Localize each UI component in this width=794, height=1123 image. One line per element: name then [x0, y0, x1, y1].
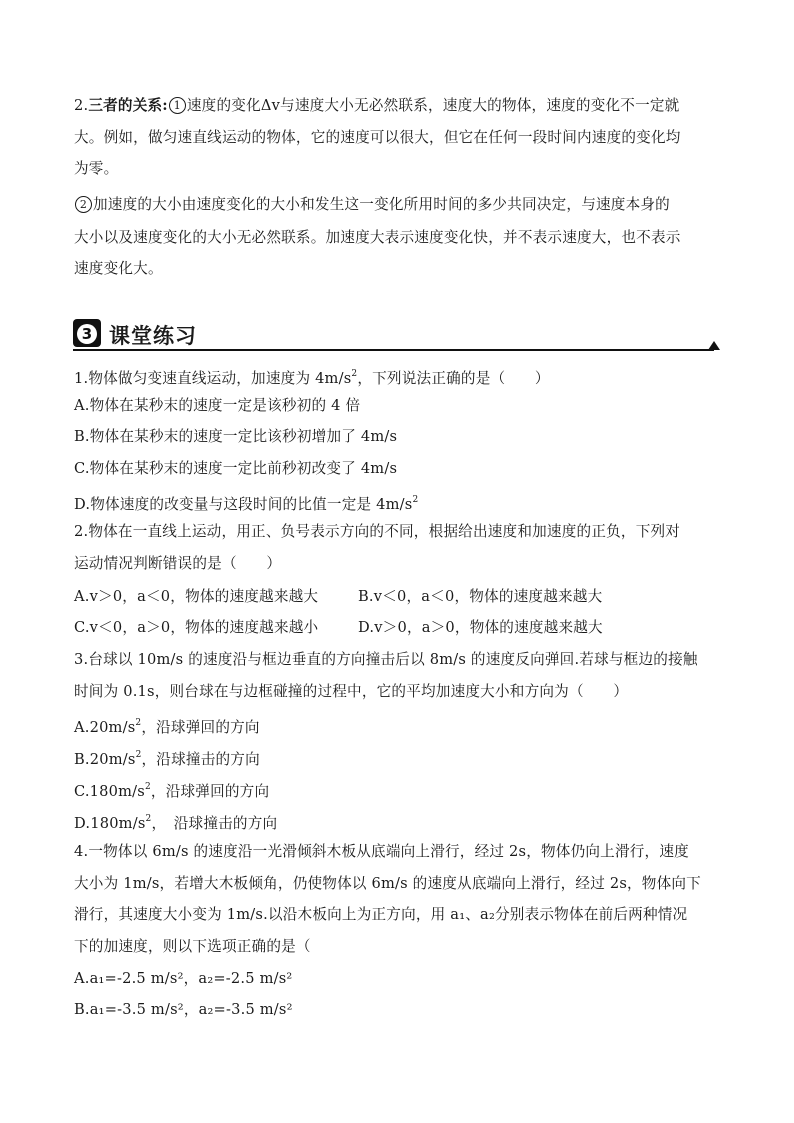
q1-option-c: C.物体在某秒末的速度一定比前秒初改变了 4m/s [74, 460, 398, 477]
relation-p1-text: 速度的变化Δv与速度大小无必然联系，速度大的物体，速度的变化不一定就 [186, 97, 680, 114]
q1-stem-sup: 2 [351, 369, 358, 379]
q2-line-1: 2.物体在一直线上运动，用正、负号表示方向的不同，根据给出速度和加速度的正负，下列对 [74, 523, 681, 540]
q4-option-a: A.a₁=-2.5 m/s²，a₂=-2.5 m/s² [74, 970, 293, 987]
q2-option-b: B.v＜0，a＜0，物体的速度越来越大 [358, 588, 603, 605]
q2-option-a: A.v＞0，a＜0，物体的速度越来越大 [74, 588, 319, 605]
q3-option-d-sup: 2 [145, 814, 152, 824]
q3-option-c-value: C.180m/s [74, 783, 145, 800]
q4-line-4: 下的加速度，则以下选项正确的是（ [74, 938, 311, 955]
relation-line-2: 大。例如，做匀速直线运动的物体，它的速度可以很大，但它在任何一段时间内速度的变化均 [74, 129, 681, 146]
q3-option-c-text: ，沿球弹回的方向 [150, 783, 270, 800]
section-heading [73, 319, 720, 351]
relation-title: 三者的关系: [88, 97, 168, 114]
relation-p2-line-2: 大小以及速度变化的大小无必然联系。加速度大表示速度变化快，并不表示速度大，也不表示 [74, 229, 681, 246]
triangle-marker-icon [708, 341, 720, 350]
q1-option-d-sup: 2 [412, 495, 419, 505]
section-title: 课堂练习 [109, 324, 197, 348]
q1-stem-tail: ，下列说法正确的是（ ） [357, 370, 550, 387]
q2-line-2: 运动情况判断错误的是（ ） [74, 555, 282, 572]
q3-option-a-text: ，沿球弹回的方向 [141, 719, 260, 736]
q1-option-b: B.物体在某秒末的速度一定比该秒初增加了 4m/s [74, 428, 398, 445]
relation-line-1 [74, 96, 679, 116]
q3-line-2: 时间为 0.1s，则台球在与边框碰撞的过程中，它的平均加速度大小和方向为（ ） [74, 683, 629, 700]
relation-p2-line-3: 速度变化大。 [74, 260, 163, 277]
relation-line-3: 为零。 [74, 160, 119, 177]
q2-option-c: C.v＜0，a＞0，物体的速度越来越小 [74, 619, 319, 636]
relation-lead: 2. [74, 97, 89, 114]
q3-option-c-sup: 2 [144, 782, 151, 792]
q3-option-a-value: A.20m/s [74, 719, 136, 736]
circled-two-mark: 2 [75, 196, 92, 213]
q3-line-1: 3.台球以 10m/s 的速度沿与框边垂直的方向撞击后以 8m/s 的速度反向弹回.若球与框边的接触 [74, 651, 698, 668]
q3-option-c [74, 777, 269, 802]
q1-stem-text: 1.物体做匀变速直线运动，加速度为 4m/s [74, 370, 352, 387]
q1-option-d-text: D.物体速度的改变量与这段时间的比值一定是 4m/s [74, 496, 413, 513]
q3-option-b-text: ，沿球撞击的方向 [141, 751, 260, 768]
q3-option-b-sup: 2 [135, 750, 142, 760]
q1-option-d [74, 490, 418, 515]
circled-one-mark: 1 [169, 97, 186, 114]
section-number: 3 [77, 324, 97, 344]
relation-p2-text: 加速度的大小由速度变化的大小和发生这一变化所用时间的多少共同决定，与速度本身的 [93, 196, 670, 213]
q3-option-b [74, 745, 260, 770]
q4-option-b: B.a₁=-3.5 m/s²，a₂=-3.5 m/s² [74, 1001, 293, 1018]
q4-line-2: 大小为 1m/s，若增大木板倾角，仍使物体以 6m/s 的速度从底端向上滑行，经过 2s，物体向下 [74, 875, 701, 892]
q1-option-a: A.物体在某秒末的速度一定是该秒初的 4 倍 [74, 397, 361, 414]
q3-option-b-value: B.20m/s [74, 751, 136, 768]
section-number-badge [73, 319, 101, 347]
q1-stem [74, 364, 550, 389]
q3-option-d [74, 809, 277, 834]
q3-option-d-text: ， 沿球撞击的方向 [151, 815, 278, 832]
q4-line-1: 4.一物体以 6m/s 的速度沿一光滑倾斜木板从底端向上滑行，经过 2s，物体仍向上滑行，速度 [74, 843, 689, 860]
q4-line-3: 滑行，其速度大小变为 1m/s.以沿木板向上为正方向，用 a₁、a₂分别表示物体在前后两种情况 [74, 906, 688, 923]
q3-option-a-sup: 2 [135, 718, 142, 728]
q3-option-d-value: D.180m/s [74, 815, 146, 832]
q2-option-d: D.v＞0，a＞0，物体的速度越来越大 [358, 619, 603, 636]
q3-option-a [74, 713, 260, 738]
relation-p2-line-1 [74, 195, 670, 215]
section-rule [73, 349, 714, 351]
